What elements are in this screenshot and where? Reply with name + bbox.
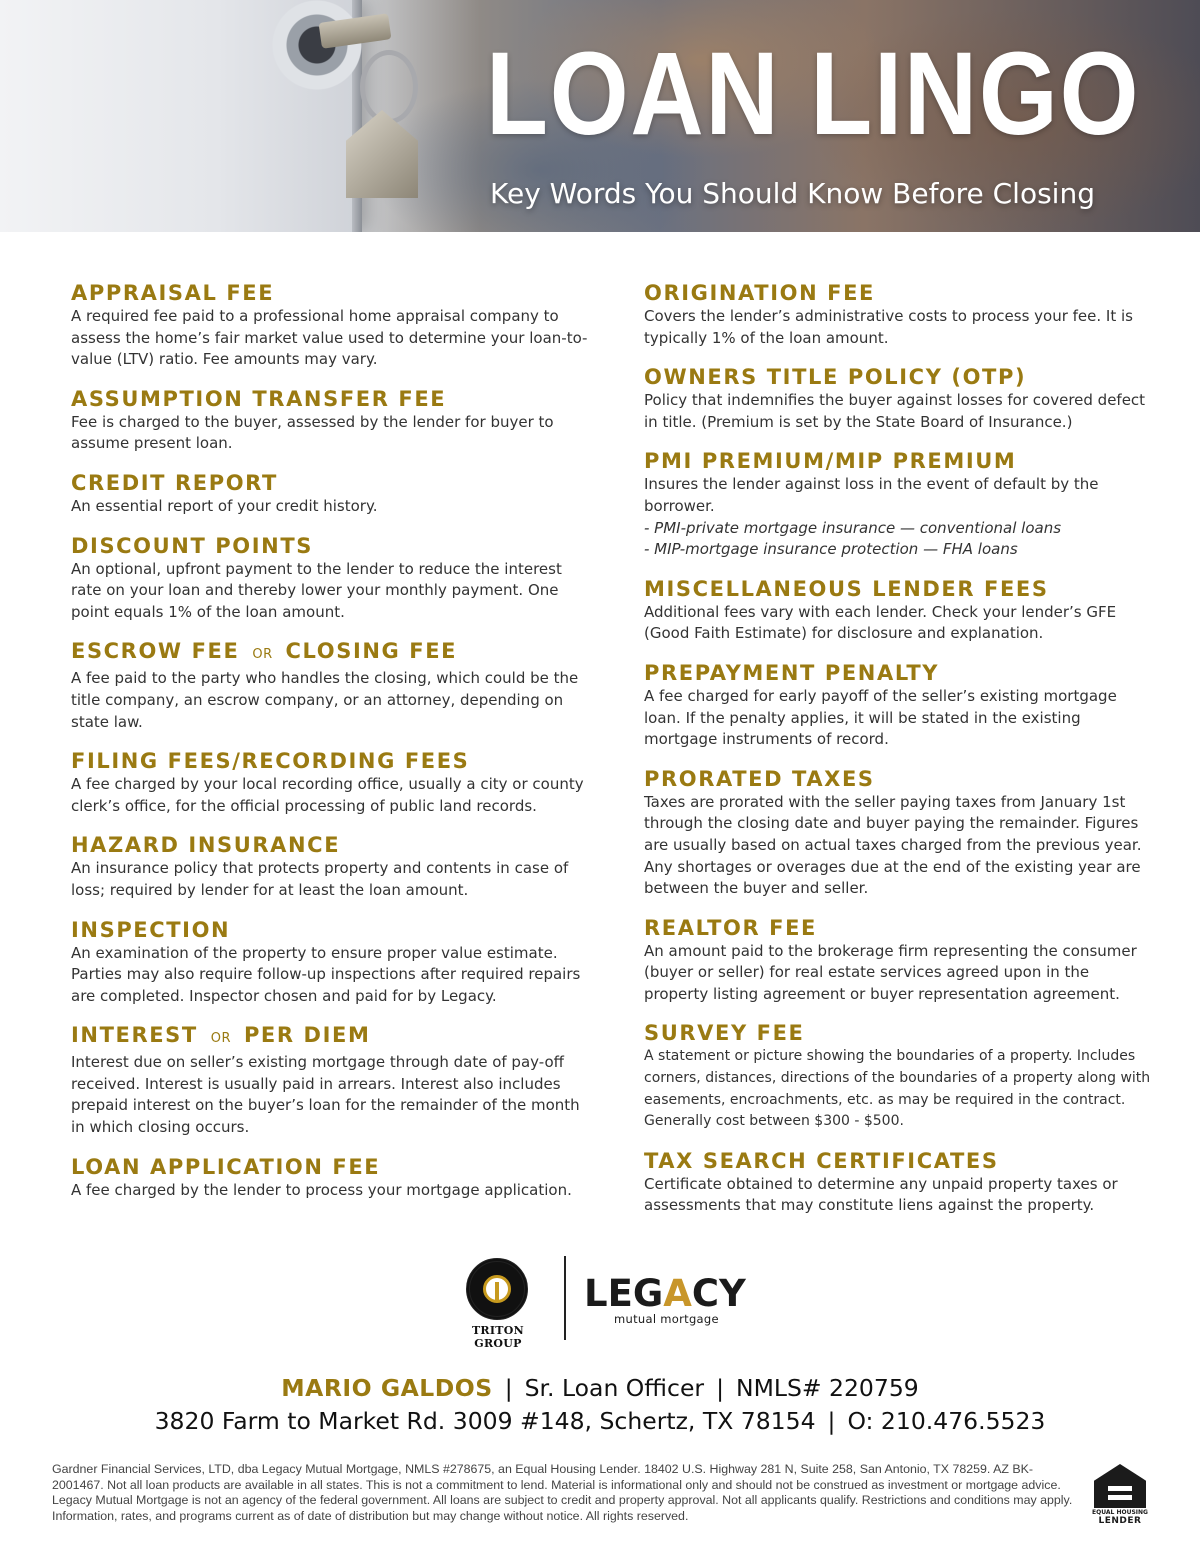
term-title: PREPAYMENT PENALTY [644,660,940,685]
term-origination-fee [644,280,1154,349]
ehl-label: LENDER [1098,1516,1142,1526]
term-definition: Taxes are prorated with the seller paying taxes from January 1st through the closing date and buyer paying the remainder. Figures are usually based on actual taxes charged from the previous year. Any shortages or overages due at the end of the existing year are between the buyer and seller. [644,792,1142,898]
term-title: CREDIT REPORT [71,470,278,495]
term-survey-fee [644,1020,1154,1132]
term-definition: Interest due on seller’s existing mortgage through date of pay-off received. Interest is usually paid in arrears. Interest also includes prepaid interest on the buyer’s loan for the remainder of the month in which closing occurs. [71,1053,580,1137]
term-title: TAX SEARCH CERTIFICATES [644,1148,999,1173]
term-title [71,1022,591,1052]
triton-group-logo [448,1258,548,1350]
term-tax-search-certificates [644,1148,1154,1217]
keyhole-icon [272,0,362,100]
term-definition: A required fee paid to a professional home appraisal company to assess the home’s fair market value used to determine your loan-to-value (LTV) ratio. Fee amounts may vary. [71,307,588,369]
term-hazard-insurance [71,832,591,901]
contact-address-line [0,1405,1200,1437]
term-definition: An amount paid to the brokerage firm representing the consumer (buyer or seller) for real estate services agreed upon in the property listing agreement or buyer representation agreement. [644,941,1137,1003]
term-interest [71,1022,591,1138]
officer-nmls: NMLS# 220759 [736,1374,919,1402]
term-definition: Certificate obtained to determine any unpaid property taxes or assessments that may constitute liens against the property. [644,1174,1118,1215]
term-title: MISCELLANEOUS LENDER FEES [644,576,1049,601]
term-note: - PMI-private mortgage insurance — conventional loans [644,518,1062,537]
contact-name-line [0,1372,1200,1404]
term-title: ASSUMPTION TRANSFER FEE [71,386,447,411]
term-loan-application-fee [71,1154,591,1202]
glossary-right-column [644,280,1154,1232]
separator: | [504,1374,513,1402]
term-definition: A fee charged by the lender to process your mortgage application. [71,1180,572,1199]
office-phone: O: 210.476.5523 [847,1407,1046,1435]
term-prorated-taxes [644,766,1154,900]
term-filing-fees [71,748,591,817]
term-definition [644,474,1154,560]
term-assumption-transfer-fee [71,386,591,455]
term-definition: Additional fees vary with each lender. Check your lender’s GFE (Good Faith Estimate) for disclosure and explanation. [644,602,1117,643]
term-miscellaneous-lender-fees [644,576,1154,645]
legacy-mutual-mortgage-logo [584,1274,754,1334]
term-definition: A fee charged for early payoff of the seller’s existing mortgage loan. If the penalty applies, it will be stated in the existing mortgage instruments of record. [644,686,1117,749]
term-appraisal-fee [71,280,591,371]
term-realtor-fee [644,915,1154,1006]
term-definition: A fee paid to the party who handles the closing, which could be the title company, an escrow company, or an attorney, depending on state law. [71,669,579,731]
term-definition: An insurance policy that protects property and contents in case of loss; required by lender for at least the loan amount. [71,859,569,899]
term-definition: An examination of the property to ensure proper value estimate. Parties may also require follow-up inspections after required repairs are completed. Inspector chosen and paid for by Legacy. [71,943,581,1005]
term-title: PRORATED TAXES [644,766,875,791]
term-pmi-mip-premium [644,448,1154,560]
ehl-label: EQUAL HOUSING [1092,1509,1148,1516]
term-inspection [71,917,591,1008]
term-title: FILING FEES/RECORDING FEES [71,749,470,774]
term-definition: Policy that indemnifies the buyer against losses for covered defect in title. (Premium is set by the State Board of Insurance.) [644,391,1146,431]
legal-disclaimer: Gardner Financial Services, LTD, dba Legacy Mutual Mortgage, NMLS #278675, an Equal Housing Lender. 18402 U.S. Highway 281 N, Suite 258, San Antonio, TX 78259. AZ BK-2001467. Not all loan products are available in all states. This is not a commitment to lend. Material is informational only and should not be construed as investment or mortgage advice. Legacy Mutual Mortgage is not an agency of the federal government. All loans are subject to credit and property approval. Not all applicants qualify. Restrictions and conditions may apply. Information, rates, and programs current as of date of distribution but may change without notice. All rights reserved. [52,1462,1073,1523]
term-note: - MIP-mortgage insurance protection — FHA loans [644,540,1018,559]
term-title: SURVEY FEE [644,1021,805,1046]
logo-divider [564,1256,566,1340]
legacy-subtitle: mutual mortgage [614,1312,719,1326]
separator: | [827,1407,836,1435]
term-title: LOAN APPLICATION FEE [71,1154,381,1179]
term-title: PMI PREMIUM/MIP PREMIUM [644,449,1017,474]
term-title-part: PER DIEM [243,1023,371,1048]
term-definition: A fee charged by your local recording office, usually a city or county clerk’s office, for the official processing of public land records. [71,775,584,815]
legacy-wordmark: LEGACY [584,1272,746,1315]
page-title: LOAN LINGO [486,28,1141,160]
term-title [71,638,591,668]
term-definition: An optional, upfront payment to the lender to reduce the interest rate on your loan and thereby lower your monthly payment. One point equals 1% of the loan amount. [71,559,562,621]
equal-housing-lender-logo [1090,1464,1150,1526]
officer-name: MARIO GALDOS [281,1374,493,1402]
term-title-part: ESCROW FEE [71,639,240,664]
term-escrow-fee [71,638,591,733]
office-address: 3820 Farm to Market Rd. 3009 #148, Schertz, TX 78154 [154,1407,816,1435]
term-title: HAZARD INSURANCE [71,833,341,858]
or-connector: OR [252,647,273,663]
triton-group-label: TRITON GROUP [471,1324,525,1350]
term-title: OWNERS TITLE POLICY (OTP) [644,365,1027,390]
hero-banner [0,0,1200,232]
term-title-part: INTEREST [71,1023,198,1048]
term-title: REALTOR FEE [644,915,817,940]
page-subtitle: Key Words You Should Know Before Closing [490,177,1095,210]
term-definition: Covers the lender’s administrative costs to process your fee. It is typically 1% of the loan amount. [644,307,1133,347]
term-credit-report [71,470,591,518]
term-title: DISCOUNT POINTS [71,533,313,558]
or-connector: OR [210,1031,232,1047]
glossary-left-column [71,280,591,1216]
officer-title: Sr. Loan Officer [524,1374,705,1402]
triton-emblem-icon [466,1258,528,1320]
term-owners-title-policy [644,364,1154,433]
term-prepayment-penalty [644,660,1154,751]
term-definition: A statement or picture showing the boundaries of a property. Includes corners, distances, directions of the boundaries of a property along with easements, encroachments, etc. as may be required in the contract. Generally cost between $300 - $500. [644,1048,1151,1130]
term-title-part: CLOSING FEE [285,639,458,664]
term-discount-points [71,533,591,624]
key-ring-icon [360,50,418,124]
term-title: ORIGINATION FEE [644,281,875,305]
term-definition-text: Insures the lender against loss in the event of default by the borrower. [644,475,1099,515]
term-definition: Fee is charged to the buyer, assessed by the lender for buyer to assume present loan. [71,412,554,453]
term-title: APPRAISAL FEE [71,281,275,305]
term-definition: An essential report of your credit history. [71,496,378,515]
separator: | [716,1374,724,1402]
term-title: INSPECTION [71,917,231,942]
